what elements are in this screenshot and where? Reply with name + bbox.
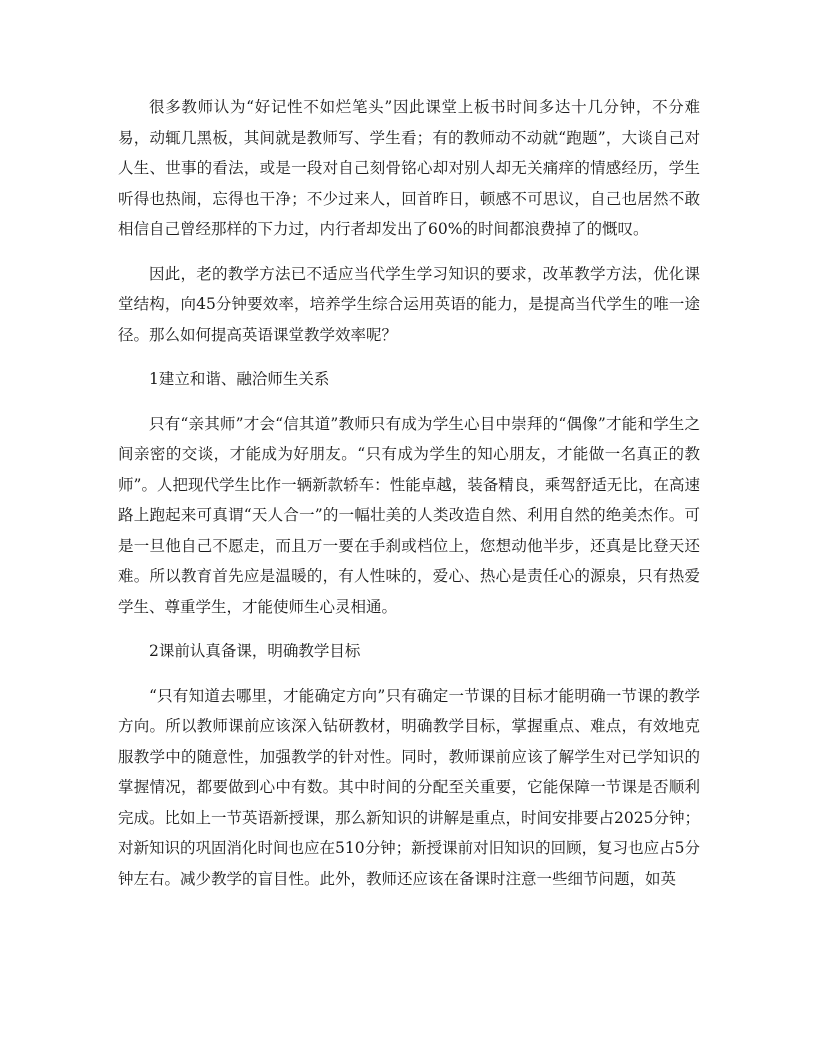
document-page: [118, 92, 700, 894]
paragraph-teacher-student-relationship: 只有“亲其师”才会“信其道”教师只有成为学生心目中崇拜的“偶像”才能和学生之间亲密的交谈，才能成为好朋友。“只有成为学生的知心朋友，才能做一名真正的教师”。人把现代学生比作一辆新款轿车：性能卓越，装备精良，乘驾舒适无比，在高速路上跑起来可真谓“天人合一”的一幅壮美的人类改造自然、利用自然的绝美杰作。可是一旦他自己不愿走，而且万一要在手刹或档位上，您想动他半步，还真是比登天还难。所以教育首先应是温暖的，有人性味的，爱心、热心是责任心的源泉，只有热爱学生、尊重学生，才能使师生心灵相通。: [118, 414, 700, 616]
paragraph-classroom-time: 很多教师认为“好记性不如烂笔头”因此课堂上板书时间多达十几分钟，不分难易，动辄几黑板，其间就是教师写、学生看；有的教师动不动就“跑题”，大谈自己对人生、世事的看法，或是一段对自己刻骨铭心却对别人却无关痛痒的情感经历，学生听得也热闹，忘得也干净；不少过来人，回首昨日，顿感不可思议，自己也居然不敢相信自己曾经那样的下力过，内行者却发出了60%的时间都浪费掉了的慨叹。: [118, 98, 700, 238]
paragraph-lesson-preparation: “只有知道去哪里，才能确定方向”只有确定一节课的目标才能明确一节课的教学方向。所以教师课前应该深入钻研教材，明确教学目标，掌握重点、难点，有效地克服教学中的随意性，加强教学的针对性。同时，教师课前应该了解学生对已学知识的掌握情况，都要做到心中有数。其中时间的分配至关重要，它能保障一节课是否顺利完成。比如上一节英语新授课，那么新知识的讲解是重点，时间安排要占2025分钟；对新知识的巩固消化时间也应在510分钟；新授课前对旧知识的回顾，复习也应占5分钟左右。减少教学的盲目性。此外，教师还应该在备课时注意一些细节问题，如英: [118, 686, 700, 888]
section-heading-2: 2课前认真备课，明确教学目标: [149, 642, 361, 660]
paragraph-reform-methods: 因此，老的教学方法已不适应当代学生学习知识的要求，改革教学方法，优化课堂结构，向45分钟要效率，培养学生综合运用英语的能力，是提高当代学生的唯一途径。那么如何提高英语课堂教学效率呢？: [118, 264, 700, 344]
section-heading-1: 1建立和谐、融洽师生关系: [149, 370, 330, 388]
